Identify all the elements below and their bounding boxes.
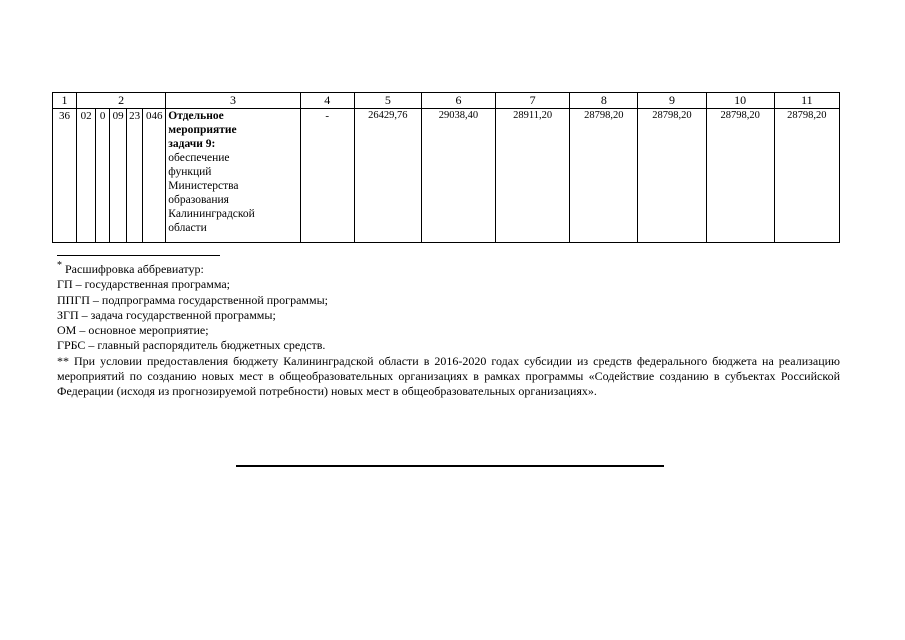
abbreviation-zgp: ЗГП – задача государственной программы; [57, 307, 276, 322]
header-cell-10: 10 [706, 93, 774, 109]
header-cell-8: 8 [570, 93, 638, 109]
abbreviation-om: ОМ – основное мероприятие; [57, 323, 209, 338]
activity-title-line-5: Калининградской [168, 208, 255, 220]
activity-title-line-6: области [168, 222, 207, 234]
activity-title-line-1: обеспечение [168, 152, 230, 164]
header-cell-7: 7 [496, 93, 570, 109]
abbreviation-gp: ГП – государственная программа; [57, 277, 230, 292]
header-cell-4: 4 [300, 93, 354, 109]
activity-title-bold-1: Отдельное [168, 110, 224, 122]
abbreviation-grbs: ГРБС – главный распорядитель бюджетных средств. [57, 338, 326, 353]
col4-cell: - [300, 109, 354, 243]
activity-title-cell [166, 109, 300, 243]
code-cell-gp: 02 [77, 109, 96, 243]
activity-title-line-4: образования [168, 194, 229, 206]
header-cell-1: 1 [53, 93, 77, 109]
code-cell-grbs: 046 [143, 109, 166, 243]
activity-title-bold-2: мероприятие [168, 124, 237, 136]
value-cell-11: 28798,20 [774, 109, 839, 243]
value-cell-5: 26429,76 [354, 109, 421, 243]
closing-line [236, 465, 664, 467]
abbreviations-heading: * Расшифровка аббревиатур: [57, 260, 204, 276]
federal-subsidy-footnote: ** При условии предоставления бюджету Калининградской области в 2016-2020 годах субсидии из средств федерального бюджета на реализацию мероприятий по созданию новых мест в общеобразовательных организациях в рамках программы «Содействие созданию в субъектах Российской Федерации (исходя из прогнозируемой потребности) новых мест в общеобразовательных организациях». [57, 353, 840, 399]
value-cell-6: 29038,40 [421, 109, 495, 243]
activity-title-bold-3: задачи 9: [168, 138, 216, 150]
header-cell-11: 11 [774, 93, 839, 109]
footnote-star: * [57, 260, 62, 271]
table-row [53, 109, 840, 243]
code-cell-ppgp: 0 [96, 109, 110, 243]
code-cell-om: 23 [127, 109, 143, 243]
header-cell-6: 6 [421, 93, 495, 109]
footnote-separator [57, 255, 220, 256]
abbreviation-ppgp: ППГП – подпрограмма государственной программы; [57, 292, 328, 307]
table-header-row [53, 93, 840, 109]
budget-table [52, 92, 840, 243]
header-cell-3: 3 [166, 93, 300, 109]
header-cell-9: 9 [638, 93, 706, 109]
activity-title-line-2: функций [168, 166, 212, 178]
value-cell-8: 28798,20 [570, 109, 638, 243]
row-number-cell: 36 [53, 109, 77, 243]
footnotes [57, 255, 840, 400]
header-cell-5: 5 [354, 93, 421, 109]
activity-title-line-3: Министерства [168, 180, 239, 192]
header-cell-2: 2 [77, 93, 166, 109]
code-cell-zgp: 09 [110, 109, 127, 243]
value-cell-10: 28798,20 [706, 109, 774, 243]
value-cell-7: 28911,20 [496, 109, 570, 243]
value-cell-9: 28798,20 [638, 109, 706, 243]
